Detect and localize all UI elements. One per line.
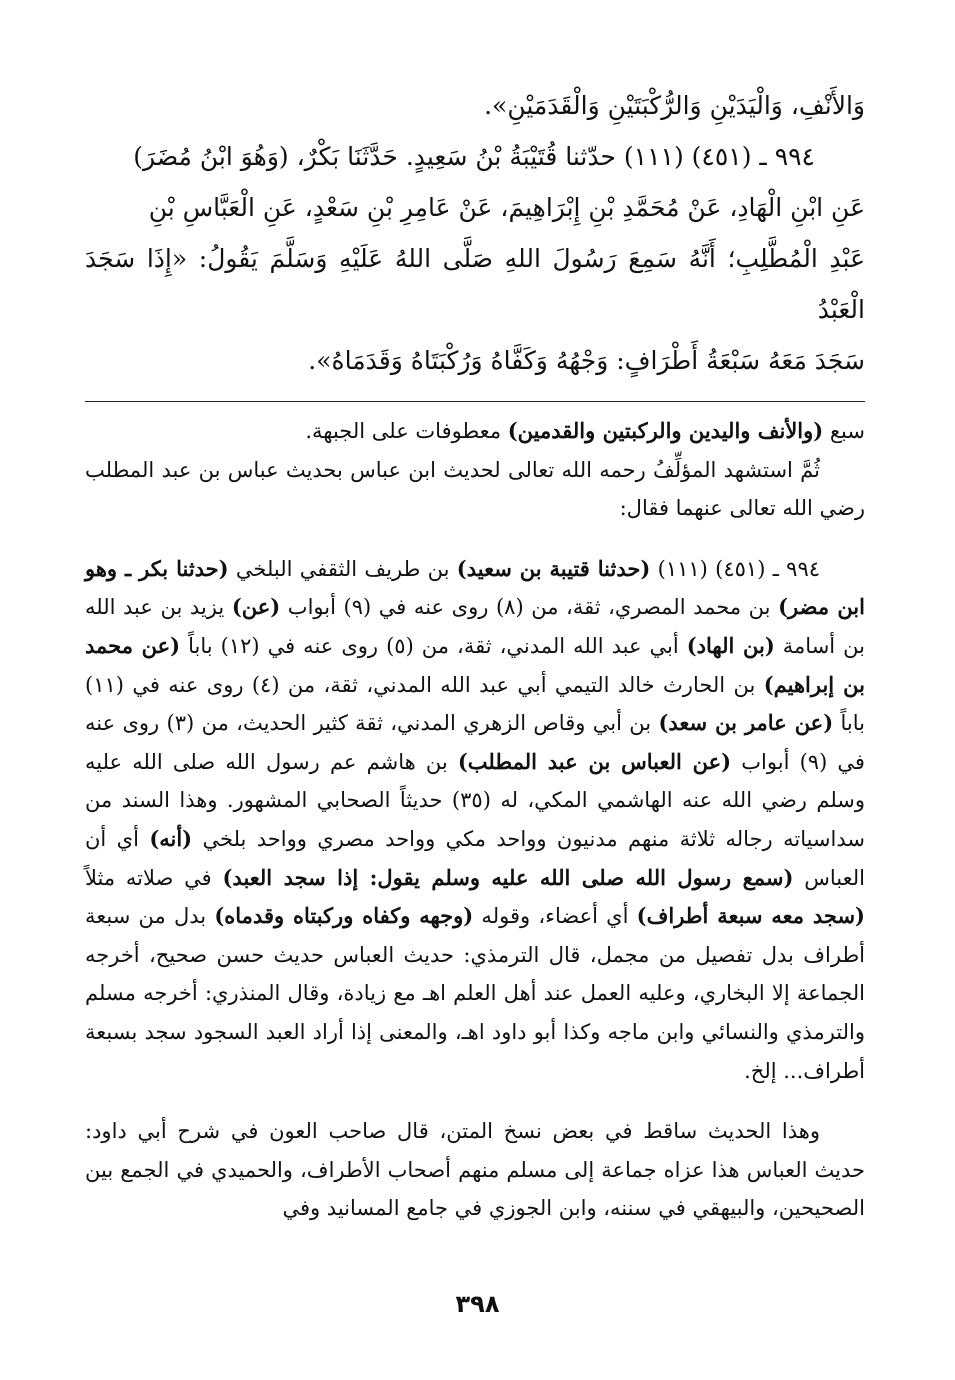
commentary-paragraph: ثُمَّ استشهد المؤلِّفُ رحمه الله تعالى لحديث ابن عباس بحديث عباس بن عبد المطلب رضي الله تعالى عنهما فقال: <box>85 457 865 521</box>
commentary-paragraph: ٩٩٤ ـ (٤٥١) (١١١) (حدثنا قتيبة بن سعيد) بن طريف الثقفي البلخي (حدثنا بكر ـ وهو ابن مضر) بن محمد المصري، ثقة، من (٨) روى عنه في (٩) أبواب (عن) يزيد بن عبد الله بن أسامة (بن الهاد) أبي عبد الله المدني، ثقة، من (٥) روى عنه في (١٢) باباً (عن محمد بن إبراهيم) بن الحارث خالد التيمي أبي عبد الله المدني، ثقة، من (٤) روى عنه في (١١) باباً (عن عامر بن سعد) بن أبي وقاص الزهري المدني، ثقة كثير الحديث، من (٣) روى عنه في (٩) أبواب (عن العباس بن عبد المطلب) بن هاشم عم رسول الله صلى الله عليه وسلم رضي الله عنه الهاشمي المكي، له (٣٥) حديثاً الصحابي المشهور. وهذا السند من سداسياته رجاله ثلاثة منهم مدنيون وواحد مكي وواحد مصري وواحد بلخي (أنه) أي أن العباس (سمع رسول الله صلى الله عليه وسلم يقول: إذا سجد العبد) في صلاته مثلاً (سجد معه سبعة أطراف) أي أعضاء، وقوله (وجهه وكفاه وركبتاه وقدماه) بدل من سبعة أطراف بدل تفصيل من مجمل، قال الترمذي: حديث العباس حديث حسن صحيح، أخرجه الجماعة إلا البخاري، وعليه العمل عند أهل العلم اهـ مع زيادة، وقال المنذري: أخرجه مسلم والترمذي والنسائي وابن ماجه وكذا أبو داود اهـ، والمعنى إذا أراد العبد السجود سجد بسبعة أطراف... إلخ. <box>85 555 866 1083</box>
hadith-line: وَالأَنْفِ، وَالْيَدَيْنِ وَالرُّكْبَتَيْنِ وَالْقَدَمَيْنِ». <box>484 91 865 120</box>
page-number: ٣٩٨ <box>455 1290 500 1318</box>
commentary-paragraph: وهذا الحديث ساقط في بعض نسخ المتن، قال صاحب العون في شرح أبي داود: حديث العباس هذا عزاه جماعة إلى مسلم منهم أصحاب الأطراف، والحميدي في الجمع بين الصحيحين، والبيهقي في سننه، وابن الجوزي في جامع المسانيد وفي <box>85 1119 865 1221</box>
hadith-line: ٩٩٤ ـ (٤٥١) (١١١) حدّثنا قُتَيْبَةُ بْنُ سَعِيدٍ. حَدَّثَنَا بَكْرٌ، (وَهُوَ ابْنُ مُضَرَ) <box>133 142 815 171</box>
hadith-line: سَجَدَ مَعَهُ سَبْعَةُ أَطْرَافٍ: وَجْهُهُ وَكَفَّاهُ وَرُكْبَتَاهُ وَقَدَمَاهُ». <box>308 346 865 375</box>
hadith-line: عَبْدِ الْمُطَّلِبِ؛ أَنَّهُ سَمِعَ رَسُولَ اللهِ صَلَّى اللهُ عَلَيْهِ وَسَلَّمَ يَقُولُ: «إِذَا سَجَدَ الْعَبْدُ <box>85 244 865 324</box>
page-content <box>85 80 865 1228</box>
hadith-line: عَنِ ابْنِ الْهَادِ، عَنْ مُحَمَّدِ بْنِ إِبْرَاهِيمَ، عَنْ عَامِرِ بْنِ سَعْدٍ، عَنِ الْعَبَّاسِ بْنِ <box>148 193 865 222</box>
commentary-paragraph: سبع (والأنف واليدين والركبتين والقدمين) معطوفات على الجبهة. <box>305 418 865 443</box>
hadith-text <box>85 80 865 386</box>
commentary <box>85 412 865 1228</box>
footnote-divider <box>85 401 865 402</box>
